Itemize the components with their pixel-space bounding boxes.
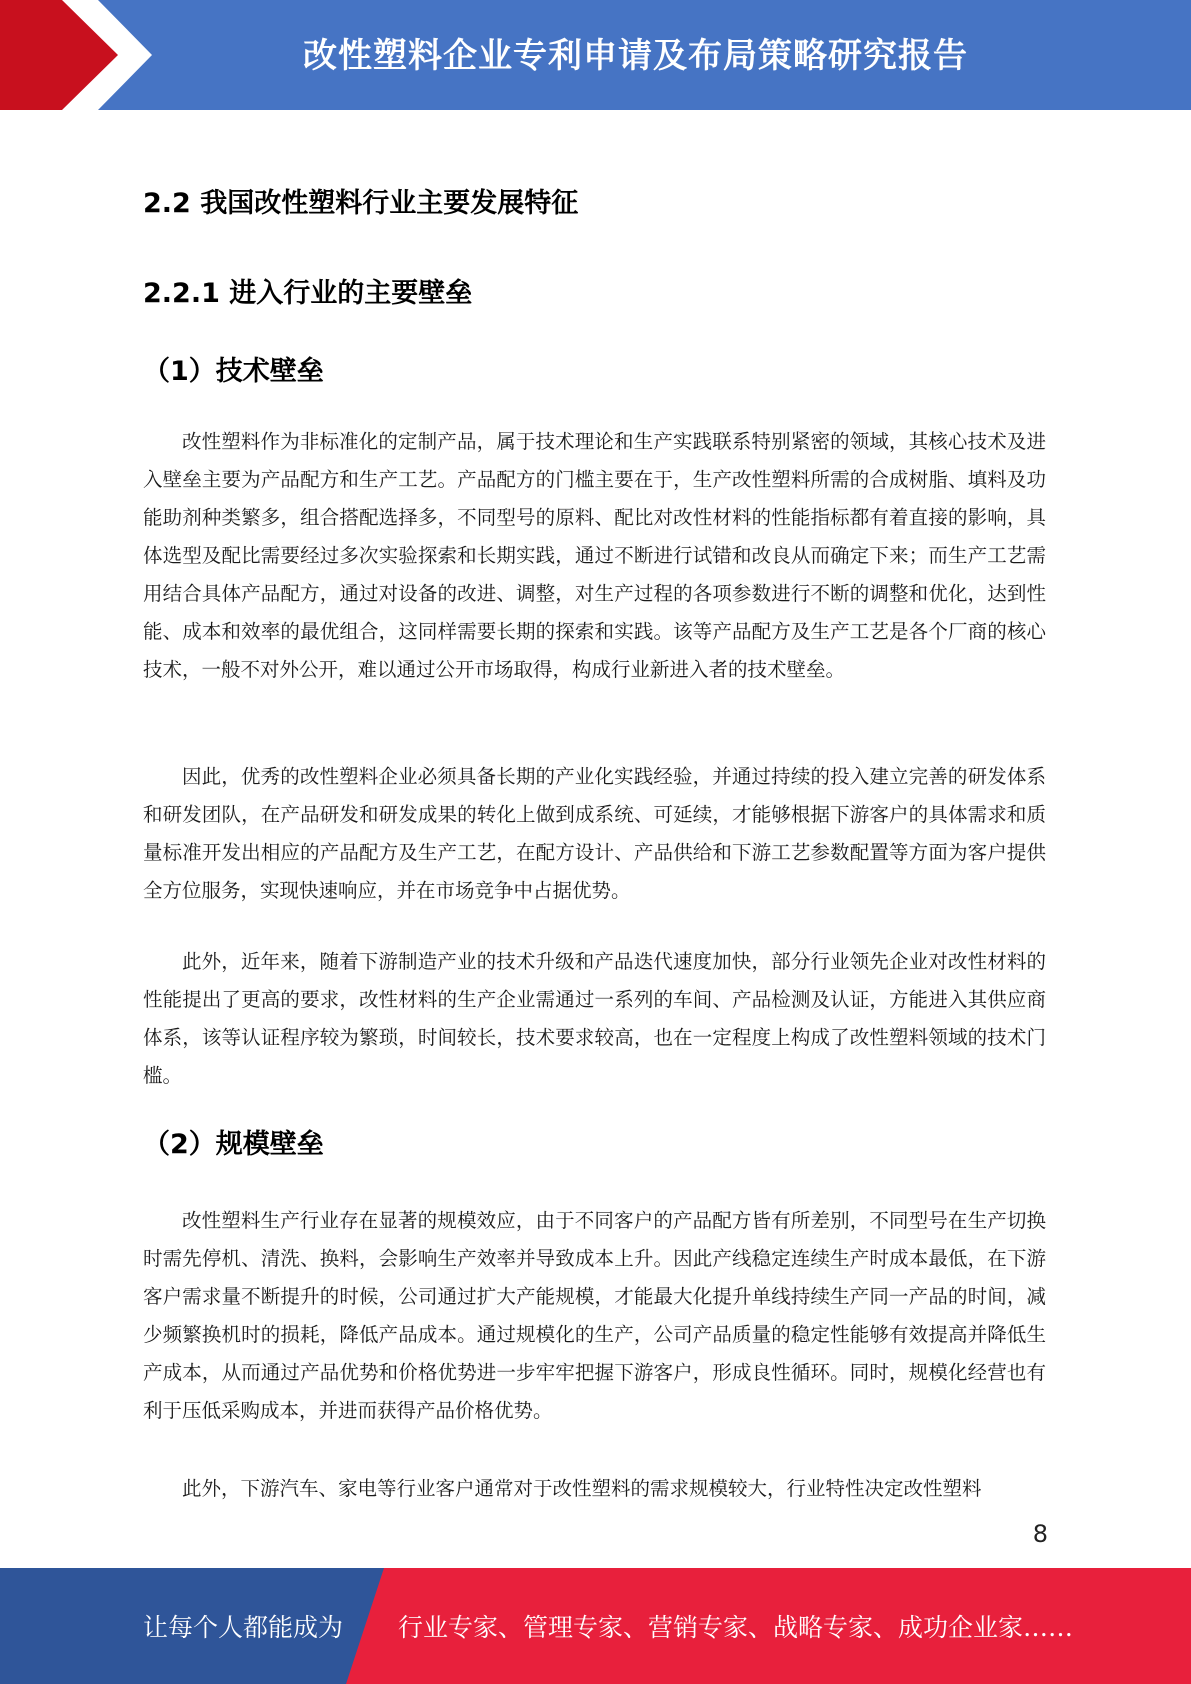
scale-barrier-heading: （2）规模壁垒 <box>143 1129 324 1160</box>
paragraph: 改性塑料作为非标准化的定制产品，属于技术理论和生产实践联系特别紧密的领域，其核心技术及进入壁垒主要为产品配方和生产工艺。产品配方的门槛主要在于，生产改性塑料所需的合成树脂、填料及功能助剂种类繁多，组合搭配选择多，不同型号的原料、配比对改性材料的性能指标都有着直接的影响，具体选型及配比需要经过多次实验探索和长期实践，通过不断进行试错和改良从而确定下来；而生产工艺需用结合具体产品配方，通过对设备的改进、调整，对生产过程的各项参数进行不断的调整和优化，达到性能、成本和效率的最优组合，这同样需要长期的探索和实践。该等产品配方及生产工艺是各个厂商的核心技术，一般不对外公开，难以通过公开市场取得，构成行业新进入者的技术壁垒。 <box>143 430 1046 681</box>
footer-slogan-left: 让每个人都能成为 <box>143 1613 344 1642</box>
paragraph: 改性塑料生产行业存在显著的规模效应，由于不同客户的产品配方皆有所差别，不同型号在生产切换时需先停机、清洗、换料，会影响生产效率并导致成本上升。因此产线稳定连续生产时成本最低，在下游客户需求量不断提升的时候，公司通过扩大产能规模，才能最大化提升单线持续生产同一产品的时间，减少频繁换机时的损耗，降低产品成本。通过规模化的生产，公司产品质量的稳定性能够有效提高并降低生产成本，从而通过产品优势和价格优势进一步牢牢把握下游客户，形成良性循环。同时，规模化经营也有利于压低采购成本，并进而获得产品价格优势。 <box>143 1209 1046 1422</box>
paragraph: 此外，近年来，随着下游制造产业的技术升级和产品迭代速度加快，部分行业领先企业对改性材料的性能提出了更高的要求，改性材料的生产企业需通过一系列的车间、产品检测及认证，方能进入其供应商体系，该等认证程序较为繁琐，时间较长，技术要求较高，也在一定程度上构成了改性塑料领域的技术门槛。 <box>143 950 1046 1087</box>
paragraph: 此外，下游汽车、家电等行业客户通常对于改性塑料的需求规模较大，行业特性决定改性塑料 <box>182 1477 982 1500</box>
footer-slogan-right: 行业专家、管理专家、营销专家、战略专家、成功企业家…… <box>398 1613 1074 1642</box>
tech-barrier-heading: （1）技术壁垒 <box>143 356 324 387</box>
subsection-heading: 2.2.1 进入行业的主要壁垒 <box>143 278 473 309</box>
paragraph: 因此，优秀的改性塑料企业必须具备长期的产业化实践经验，并通过持续的投入建立完善的研发体系和研发团队，在产品研发和研发成果的转化上做到成系统、可延续，才能够根据下游客户的具体需求和质量标准开发出相应的产品配方及生产工艺，在配方设计、产品供给和下游工艺参数配置等方面为客户提供全方位服务，实现快速响应，并在市场竞争中占据优势。 <box>143 765 1046 902</box>
document-title: 改性塑料企业专利申请及布局策略研究报告 <box>303 35 968 76</box>
header-banner <box>0 0 1191 110</box>
footer-banner <box>0 1568 1191 1684</box>
section-heading: 2.2 我国改性塑料行业主要发展特征 <box>143 188 579 219</box>
page-number: 8 <box>1032 1520 1048 1548</box>
